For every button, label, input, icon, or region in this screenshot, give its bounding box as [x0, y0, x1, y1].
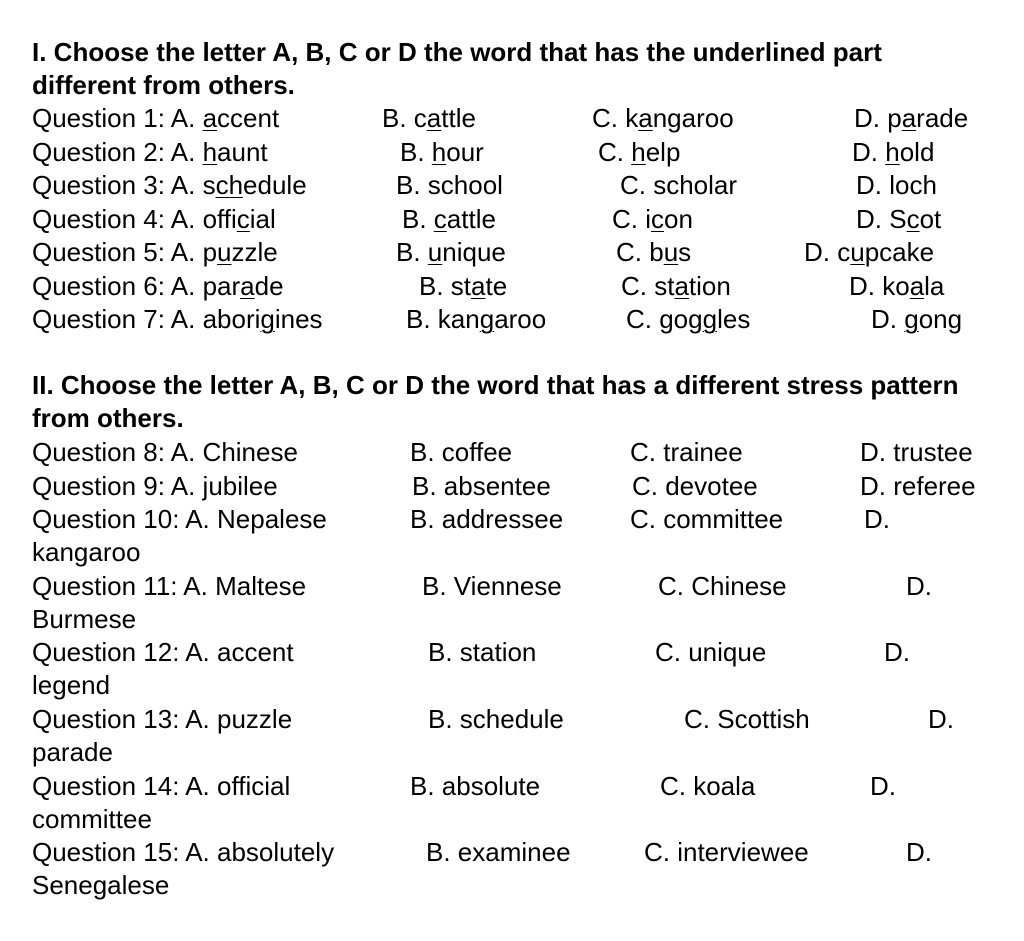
underlined-part: a [471, 270, 486, 301]
option-d-continuation: legend [32, 670, 111, 700]
underlined-part: a [909, 270, 925, 301]
option-d-continuation: parade [32, 737, 113, 767]
option-text-post: old [899, 136, 935, 167]
option-text-post: edule [243, 170, 307, 200]
option-b: B. absolute [410, 770, 541, 801]
option-c [598, 136, 680, 169]
option-b [406, 303, 546, 336]
option-d: D. [906, 570, 932, 601]
question-row [0, 303, 1024, 336]
option-text-pre: D. S [856, 203, 907, 234]
question-row [0, 636, 1024, 669]
option-text-post: ttle [441, 103, 476, 133]
option-c [620, 169, 737, 202]
option-text-pre: p [202, 237, 218, 267]
option-text-post: tion [688, 270, 731, 301]
option-text-post: ot [919, 203, 942, 234]
option-c: C. trainee [630, 437, 743, 467]
option-c [621, 270, 731, 303]
option-a [32, 203, 276, 236]
question-row [0, 503, 1024, 536]
option-text-pre: s [202, 170, 216, 200]
question-row [0, 102, 1024, 135]
option-text-post: nique [442, 237, 506, 267]
underlined-part: h [431, 136, 447, 167]
underlined-part: h [202, 136, 218, 167]
option-d [871, 303, 962, 336]
option-b: B. coffee [410, 437, 513, 467]
option-text-post: aroo [494, 304, 547, 334]
option-b [400, 136, 484, 169]
question-row [0, 570, 1024, 603]
option-text-pre: B. [400, 136, 432, 167]
option-c: C. committee [630, 504, 784, 534]
option-b: B. examinee [426, 837, 571, 867]
option-d-continuation: committee [32, 803, 152, 834]
question-row [0, 136, 1024, 169]
option-text-post: our [446, 136, 484, 167]
option-text-pre: B. kan [406, 304, 480, 334]
question-row [0, 703, 1024, 736]
option-b: B. station [428, 637, 537, 667]
option-d: D. trustee [860, 437, 973, 467]
option-d-continuation: Burmese [32, 603, 137, 634]
option-d-continuation: Senegalese [32, 870, 170, 900]
option-d [856, 169, 937, 202]
option-text-pre: D. ko [849, 270, 910, 301]
option-text-post: aunt [217, 136, 268, 167]
section-2-heading: II. Choose the letter A, B, C or D the word that has a different stress pattern from others. [32, 370, 959, 433]
question-row [0, 770, 1024, 803]
option-text-post: pcake [864, 237, 935, 267]
option-a: Question 10: A. Nepalese [32, 504, 327, 534]
option-text-post: attle [446, 203, 496, 234]
option-text-pre: D. loch [856, 170, 937, 200]
option-text-post: s [678, 237, 692, 267]
underlined-part: c [651, 203, 664, 234]
option-c: C. unique [655, 637, 767, 667]
question-row [0, 203, 1024, 236]
option-d: D. [864, 504, 890, 534]
option-text-post: ines [274, 304, 323, 334]
question-row [0, 470, 1024, 503]
option-c: C. koala [660, 770, 756, 801]
underlined-part: a [240, 270, 255, 301]
underlined-part: c [906, 203, 920, 234]
option-text-post: ial [249, 203, 276, 234]
option-c: C. Scottish [684, 704, 810, 734]
question-row [0, 236, 1024, 269]
option-text-post: on [664, 203, 693, 234]
underlined-part: c [433, 203, 447, 234]
underlined-part: g [904, 304, 919, 334]
option-text-post: zzle [231, 237, 278, 267]
option-d: D. [884, 637, 910, 667]
option-text-post: ccent [217, 103, 280, 133]
option-text-pre: B. school [396, 170, 503, 200]
option-a: Question 8: A. Chinese [32, 437, 298, 467]
underlined-part: a [426, 103, 442, 133]
option-text-post: de [254, 270, 284, 301]
option-b [396, 169, 503, 202]
underlined-part: c [236, 203, 250, 234]
option-b: B. schedule [428, 704, 564, 734]
option-text-pre: C. [598, 136, 632, 167]
underlined-part: a [674, 270, 689, 301]
question-label: Question 7: A. [32, 304, 203, 334]
option-a [32, 236, 278, 269]
underlined-part: h [631, 136, 646, 167]
underlined-part: a [202, 103, 218, 133]
option-c [612, 203, 693, 236]
section-1-heading: I. Choose the letter A, B, C or D the word that has the underlined part different from others. [32, 37, 882, 100]
option-b [402, 203, 496, 236]
question-label: Question 4: A. [32, 203, 203, 234]
option-a: Question 9: A. jubilee [32, 470, 278, 501]
option-c: C. interviewee [644, 837, 809, 867]
option-text-pre: D. p [854, 103, 902, 133]
underlined-part: g [260, 304, 275, 334]
option-text-pre: abori [202, 304, 261, 334]
option-b: B. Viennese [422, 570, 562, 601]
option-b: B. addressee [410, 504, 564, 534]
option-c [616, 236, 691, 269]
option-d: D. [906, 837, 932, 867]
question-label: Question 5: A. [32, 237, 203, 267]
question-label: Question 6: A. [32, 270, 203, 301]
option-text-post: ngaroo [652, 103, 734, 133]
option-c [626, 303, 750, 336]
option-b: B. absentee [412, 470, 551, 501]
option-a [32, 303, 323, 336]
option-b [396, 236, 506, 269]
option-d-continuation: kangaroo [32, 537, 141, 567]
option-d: D. referee [860, 470, 976, 501]
option-text-pre: offi [202, 203, 237, 234]
option-text-post: ong [918, 304, 963, 334]
option-text-post: rade [916, 103, 969, 133]
underlined-part: a [638, 103, 653, 133]
underlined-part: h [885, 136, 900, 167]
option-a: Question 11: A. Maltese [32, 570, 307, 601]
option-text-pre: B. [396, 237, 428, 267]
option-text-pre: D. c [804, 237, 851, 267]
option-text-pre: C. st [621, 270, 675, 301]
option-d [852, 136, 934, 169]
option-text-post: la [924, 270, 945, 301]
question-label: Question 3: A. [32, 170, 203, 200]
option-d [849, 270, 944, 303]
question-label: Question 2: A. [32, 136, 203, 167]
option-text-pre: par [202, 270, 241, 301]
underlined-part: g [702, 304, 718, 334]
option-c [592, 102, 734, 135]
question-label: Question 1: A. [32, 103, 203, 133]
underlined-part: u [850, 237, 865, 267]
option-text-pre: D. [871, 304, 905, 334]
underlined-part: u [663, 237, 679, 267]
option-d [856, 203, 941, 236]
option-text-pre: C. b [616, 237, 664, 267]
option-text-pre: B. st [419, 270, 472, 301]
underlined-part: g [479, 304, 495, 334]
option-a [32, 136, 268, 169]
option-a: Question 15: A. absolutely [32, 837, 335, 867]
question-row [0, 436, 1024, 469]
option-a [32, 169, 307, 202]
underlined-part: a [901, 103, 917, 133]
underlined-part: u [427, 237, 443, 267]
option-text-pre: C. scholar [620, 170, 738, 200]
option-text-post: les [717, 304, 751, 334]
option-b [382, 102, 476, 135]
option-text-pre: C. k [592, 103, 639, 133]
question-row [0, 169, 1024, 202]
question-row [0, 270, 1024, 303]
option-text-pre: B. c [382, 103, 427, 133]
underlined-part: ch [215, 170, 244, 200]
option-text-post: elp [645, 136, 681, 167]
option-a [32, 102, 279, 135]
option-text-pre: B. [402, 203, 434, 234]
option-c: C. devotee [632, 470, 758, 501]
option-c: C. Chinese [658, 570, 787, 601]
option-a: Question 14: A. official [32, 770, 291, 801]
option-text-pre: D. [852, 136, 886, 167]
option-d [804, 236, 934, 269]
option-a: Question 12: A. accent [32, 637, 294, 667]
option-a [32, 270, 284, 303]
question-row [0, 836, 1024, 869]
option-d: D. [870, 770, 896, 801]
option-a: Question 13: A. puzzle [32, 704, 293, 734]
option-b [419, 270, 507, 303]
option-d [854, 102, 968, 135]
underlined-part: u [217, 237, 232, 267]
option-text-post: te [485, 270, 508, 301]
option-text-pre: C. i [612, 203, 651, 234]
option-text-pre: C. gog [626, 304, 703, 334]
option-d: D. [928, 704, 954, 734]
